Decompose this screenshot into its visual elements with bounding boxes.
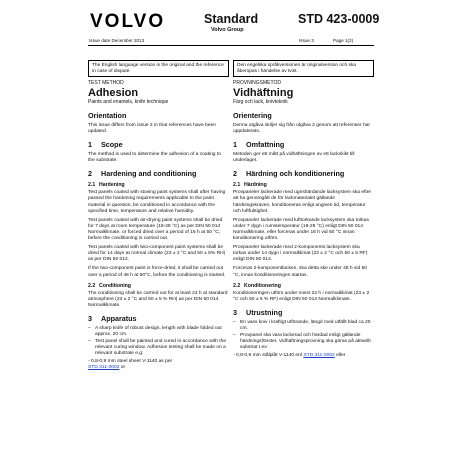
section-number: 1 xyxy=(233,140,237,150)
test-method-label: PROVNINGSMETOD xyxy=(233,80,281,86)
standard-title: Standard xyxy=(204,12,259,26)
scope-heading xyxy=(88,141,228,149)
paragraph: Provpaneler lackerade med ugnshärdande lacksystem ska efter att ha genomgått de för lackmaterialet gällande härdningskraven, konditioneras enligt angiven tid, temperatur och luftfuktighet. xyxy=(233,190,372,214)
apparatus-list xyxy=(88,326,228,357)
subsection-number: 2.2 xyxy=(88,282,96,289)
reference-text: - 0,8-0,9 mm stålplåt V-1140 enl xyxy=(233,353,302,359)
orientation-text: This issue differs from issue 2 in that references have been updated. xyxy=(88,123,216,135)
paragraph: Test panels coated with air-drying paint systems shall be dried for 7 days at room temperature (18-28 °C) as per DIN 50 014 Normalklimate, or forced dried over a period of 16 h at 50 °C, before the conditioning is carried out. xyxy=(88,217,223,242)
list-item: – En vass kniv i kraftigt utförande, längd med utfällt blad ca 20 cm. xyxy=(233,320,373,332)
reference-suffix: eller xyxy=(334,353,346,359)
subsection-number: 2.1 xyxy=(88,182,96,189)
notice-sv: Den engelska språkversionen är originalversion och ska åberopas i händelse av tvist. xyxy=(233,60,374,77)
document-title: Vidhäftning xyxy=(233,87,294,99)
paragraph: Test panels coated with stoving paint systems shall after having passed the hardening requirements applicable to the paint material in question, be conditioned in accordance with the specified time, temperature and relative humidity. xyxy=(88,190,226,214)
issue-number: Issue 3 xyxy=(299,38,314,43)
list-item: – Test panel shall be painted and cured in accordance with the relevant curing window. Adhesion testing shall be made on a relevant substrate e.g: xyxy=(88,339,228,357)
section-number: 2 xyxy=(233,169,237,179)
paragraph: The conditioning shall be carried out for at least 24 h at standard atmosphere (23 ± 2 °C and 50 ± 5 % RH) as per DIN 50 014 Normalklimate. xyxy=(88,290,228,308)
swedish-column xyxy=(233,80,373,359)
reference-suffix: or xyxy=(119,365,126,371)
apparatus-heading xyxy=(233,309,373,317)
section-title: Apparatus xyxy=(101,313,137,323)
page-number: Page 1(2) xyxy=(333,38,354,43)
paragraph: Provpaneler lackerade med lufttorkande lacksystem ska torkas under 7 dygn i rumstemperatur (18-28 °C) enligt DIN 50 014 Normalklimate, eller forceras under 16 h vid 50 °C innan konditionering utförs. xyxy=(233,217,369,242)
paragraph: If the two-component paint is force-dried, it shall be carried out over a period of 48 h at 50°C, before the conditioning is started. xyxy=(88,266,226,278)
apparatus-list xyxy=(233,320,373,351)
section-title: Omfattning xyxy=(246,140,285,150)
subsection-title: Conditioning xyxy=(99,282,131,289)
test-method-label: TEST METHOD xyxy=(88,80,124,86)
subsection-title: Hardening xyxy=(99,182,125,189)
header-divider xyxy=(88,45,374,46)
paragraph: Konditioneringen utförs under minst 24 h i normalklimat (23 ± 2 °C och 50 ± 5 % RF) enligt DIN 50 014 Normalklimate. xyxy=(233,290,370,302)
subsection-title: Härdning xyxy=(244,182,267,189)
reference-text: - 0,8-0,9 mm steel sheet V-1140 as per xyxy=(88,359,173,365)
section-title: Härdning och konditionering xyxy=(246,169,345,179)
standard-number: STD 423-0009 xyxy=(298,12,380,26)
paragraph: Forceras 2-komponentlacken, ska detta ske under 48 h vid 50 °C, innan konditioneringen startas. xyxy=(233,266,368,278)
section-title: Scope xyxy=(101,140,123,150)
subsection-title: Konditionering xyxy=(244,282,281,289)
section-number: 1 xyxy=(88,140,92,150)
orientation-heading: Orientering xyxy=(233,111,272,120)
subsection-number: 2.1 xyxy=(233,182,241,189)
document-title: Adhesion xyxy=(88,87,139,99)
hardening-heading xyxy=(88,170,228,178)
subsection-number: 2.2 xyxy=(233,282,241,289)
std-311-0002-link[interactable]: STD 311-0002 xyxy=(88,365,120,371)
volvo-logo: VOLVO xyxy=(90,11,166,32)
apparatus-heading xyxy=(88,315,228,323)
standard-subtitle: Volvo Group xyxy=(211,27,244,33)
hardening-heading xyxy=(233,170,373,178)
section-title: Hardening and conditioning xyxy=(101,169,197,179)
subsection-heading xyxy=(233,283,373,289)
steel-sheet-reference xyxy=(233,353,373,359)
subsection-heading xyxy=(88,283,228,289)
subsection-heading xyxy=(233,182,373,188)
orientation-heading: Orientation xyxy=(88,111,127,120)
subsection-heading xyxy=(88,182,228,188)
steel-sheet-reference xyxy=(88,359,228,371)
std-311-0002-link[interactable]: STD 311-0002 xyxy=(303,353,335,359)
orientation-text: Denna utgåva skiljer sig från utgåva 2 genom att referenser har uppdaterats. xyxy=(233,123,371,135)
list-item: – A sharp knife of robust design, length with blade folded out approx. 20 cm. xyxy=(88,326,228,338)
scope-text: Metoden ger ett mått på vidhäftningen av ett lackskikt till underlaget. xyxy=(233,152,355,164)
paragraph: Test panels coated with two-component paint systems shall be dried for 14 days at normal climate (23 ± 2 °C and 50 ± 5% RH) as per DIN 50 014. xyxy=(88,245,226,263)
list-item: – Provpanel ska vara lackerad och härdad enligt gällande härdningsfönster. Vidhäftningsprovning ska göras på aktuellt substrat t.ex: xyxy=(233,333,373,351)
paragraph: Provpaneler lackerade med 2-komponents lacksystem ska torkas under 14 dygn i normalklimat (23 ± 2 °C och 50 ± 5 RF) enligt DIN 50 014. xyxy=(233,245,368,263)
section-number: 2 xyxy=(88,169,92,179)
issue-date: Issue date December 2013 xyxy=(89,38,145,43)
notice-en: The English language version is the original and the reference in case of dispute. xyxy=(88,60,229,77)
english-column xyxy=(88,80,228,372)
section-number: 3 xyxy=(233,307,237,317)
section-number: 3 xyxy=(88,313,92,323)
scope-heading xyxy=(233,141,373,149)
document-subtitle: Färg och lack, knivteknik xyxy=(233,99,288,105)
scope-text: The method is used to determine the adhesion of a coating to the substrate. xyxy=(88,152,221,164)
document-subtitle: Paints and enamels, knife technique xyxy=(88,99,169,105)
section-title: Utrustning xyxy=(246,307,283,317)
